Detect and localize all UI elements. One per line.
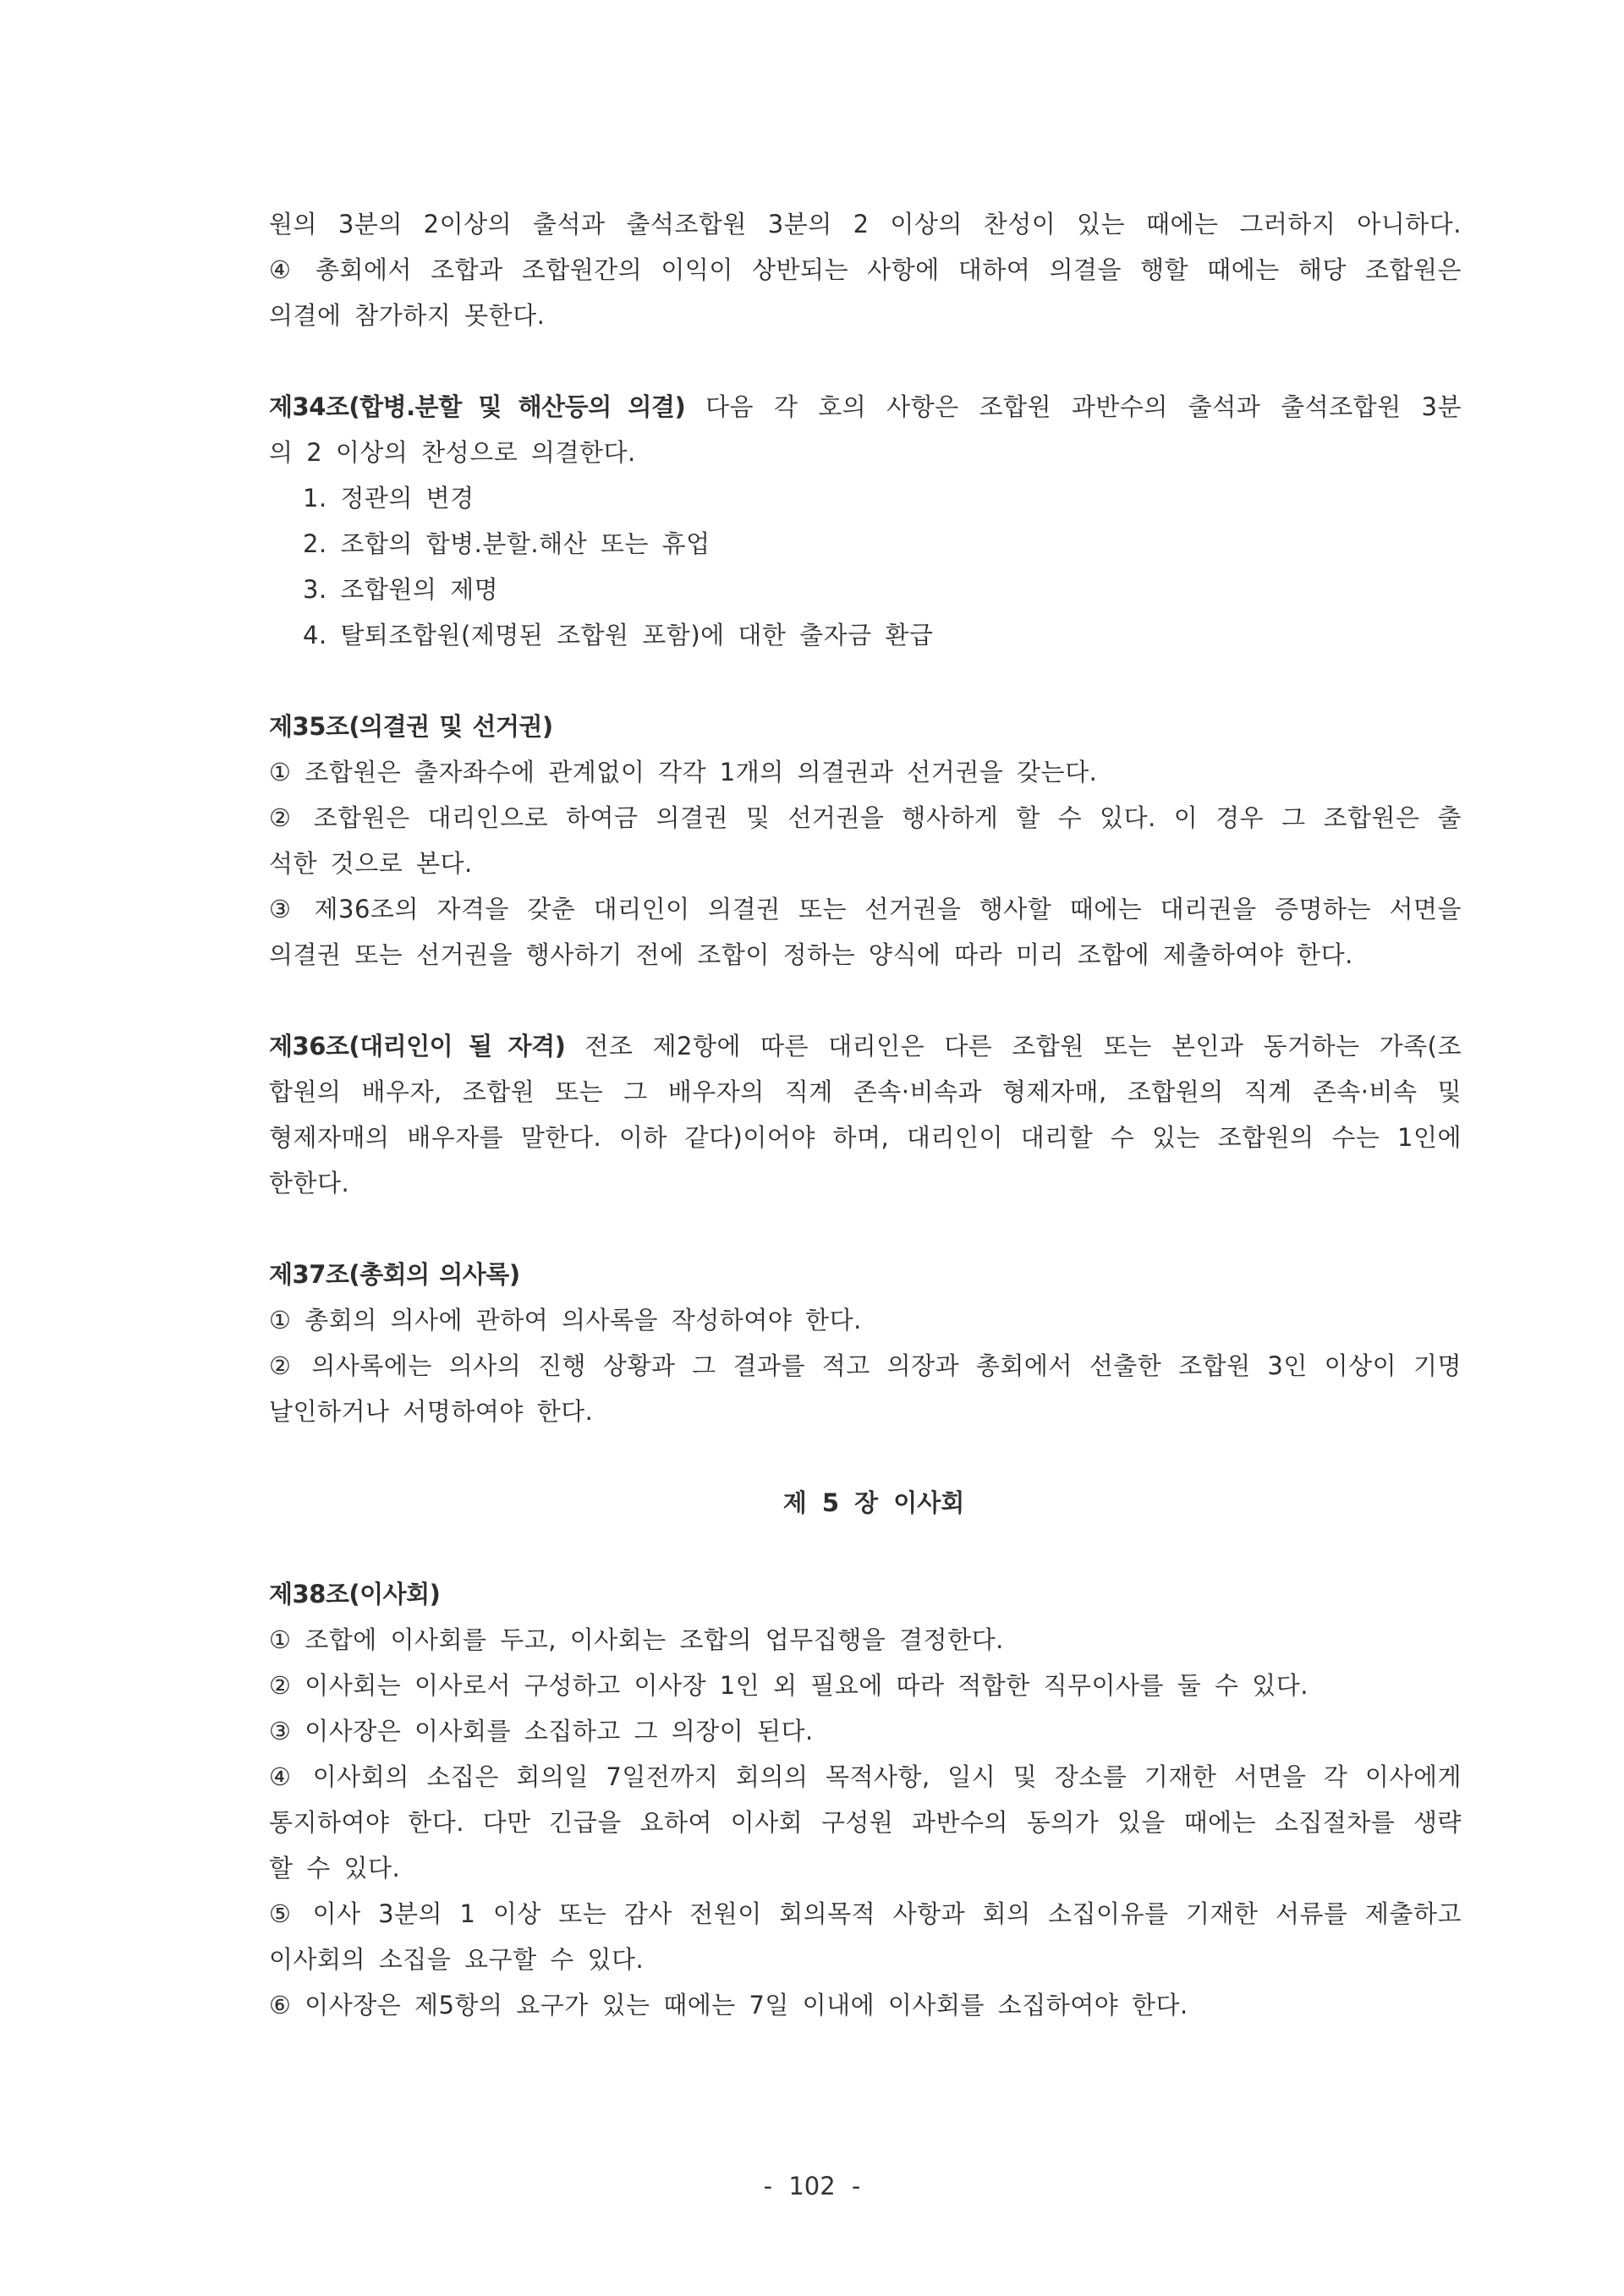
text-line: ① 조합원은 출자좌수에 관계없이 각각 1개의 의결권과 선거권을 갖는다. [269, 758, 1098, 786]
article-35 [269, 704, 1462, 978]
article-title: 제34조(합병.분할 및 해산등의 의결) [269, 392, 686, 421]
text-line: 날인하거나 서명하여야 한다. [269, 1397, 594, 1426]
article-title: 제37조(총회의 의사록) [269, 1260, 520, 1289]
text-line [269, 704, 1462, 749]
text-line: 석한 것으로 본다. [269, 849, 473, 878]
spacer [269, 1526, 1462, 1571]
spacer [269, 978, 1462, 1023]
list-item: 2. 조합의 합병.분할.해산 또는 휴업 [303, 529, 710, 558]
spacer [269, 1434, 1462, 1480]
text-line: ② 의사록에는 의사의 진행 상황과 그 결과를 적고 의장과 총회에서 선출한 조합원 3인 이상이 기명 [269, 1351, 1462, 1380]
page-number: - 102 - [763, 2172, 861, 2200]
text-line: ⑤ 이사 3분의 1 이상 또는 감사 전원이 회의목적 사항과 회의 소집이유를 기재한 서류를 제출하고 [269, 1899, 1462, 1928]
continuation-paragraph [269, 201, 1462, 338]
text-line: ① 조합에 이사회를 두고, 이사회는 조합의 업무집행을 결정한다. [269, 1625, 1004, 1654]
list-item: 1. 정관의 변경 [303, 484, 475, 512]
text-line: 의결에 참가하지 못한다. [269, 301, 546, 330]
text-line: ② 이사회는 이사로서 구성하고 이사장 1인 외 필요에 따라 적합한 직무이사를 둘 수 있다. [269, 1671, 1309, 1700]
article-34 [269, 384, 1462, 658]
text-line: 의 2 이상의 찬성으로 의결한다. [269, 438, 636, 467]
article-body: 다음 각 호의 사항은 조합원 과반수의 출석과 출석조합원 3분 [685, 392, 1462, 421]
text-line: ③ 제36조의 자격을 갖춘 대리인이 의결권 또는 선거권을 행사할 때에는 대리권을 증명하는 서면을 [269, 895, 1462, 923]
text-line: 할 수 있다. [269, 1854, 401, 1882]
text-line: 한한다. [269, 1169, 350, 1197]
text-line: 원의 3분의 2이상의 출석과 출석조합원 3분의 2 이상의 찬성이 있는 때에는 그러하지 아니하다. [269, 210, 1462, 238]
text-line: ⑥ 이사장은 제5항의 요구가 있는 때에는 7일 이내에 이사회를 소집하여야 한다. [269, 1991, 1188, 2019]
text-line: ④ 이사회의 소집은 회의일 7일전까지 회의의 목적사항, 일시 및 장소를 기재한 서면을 각 이사에게 [269, 1762, 1462, 1791]
text-line: ③ 이사장은 이사회를 소집하고 그 의장이 된다. [269, 1717, 814, 1745]
text-line: 통지하여야 한다. 다만 긴급을 요하여 이사회 구성원 과반수의 동의가 있을 때에는 소집절차를 생략 [269, 1808, 1462, 1837]
text-line: 이사회의 소집을 요구할 수 있다. [269, 1945, 645, 1974]
document-page [269, 201, 1462, 2028]
spacer [269, 658, 1462, 704]
list-item: 4. 탈퇴조합원(제명된 조합원 포함)에 대한 출자금 환급 [303, 621, 934, 649]
text-line: 형제자매의 배우자를 말한다. 이하 같다)이어야 하며, 대리인이 대리할 수 있는 조합원의 수는 1인에 [269, 1123, 1462, 1152]
text-line: 의결권 또는 선거권을 행사하기 전에 조합이 정하는 양식에 따라 미리 조합에 제출하여야 한다. [269, 940, 1353, 969]
text-line [269, 1571, 1462, 1617]
article-37 [269, 1252, 1462, 1434]
text-line [269, 1252, 1462, 1297]
article-36 [269, 1023, 1462, 1206]
text-line [269, 1023, 1462, 1069]
text-line: ① 총회의 의사에 관하여 의사록을 작성하여야 한다. [269, 1306, 862, 1334]
text-line [269, 384, 1462, 430]
article-title: 제35조(의결권 및 선거권) [269, 712, 553, 741]
chapter-heading: 제 5 장 이사회 [782, 1488, 965, 1517]
article-title: 제36조(대리인이 될 자격) [269, 1032, 566, 1060]
article-title: 제38조(이사회) [269, 1580, 441, 1608]
article-body: 전조 제2항에 따른 대리인은 다른 조합원 또는 본인과 동거하는 가족(조 [565, 1032, 1462, 1060]
spacer [269, 1206, 1462, 1252]
text-line: 합원의 배우자, 조합원 또는 그 배우자의 직계 존속·비속과 형제자매, 조합원의 직계 존속·비속 및 [269, 1077, 1462, 1106]
list-item: 3. 조합원의 제명 [303, 575, 499, 604]
spacer [269, 338, 1462, 384]
text-line: ④ 총회에서 조합과 조합원간의 이익이 상반되는 사항에 대하여 의결을 행할 때에는 해당 조합원은 [269, 255, 1462, 284]
article-38 [269, 1571, 1462, 2028]
text-line: ② 조합원은 대리인으로 하여금 의결권 및 선거권을 행사하게 할 수 있다. 이 경우 그 조합원은 출 [269, 803, 1462, 832]
